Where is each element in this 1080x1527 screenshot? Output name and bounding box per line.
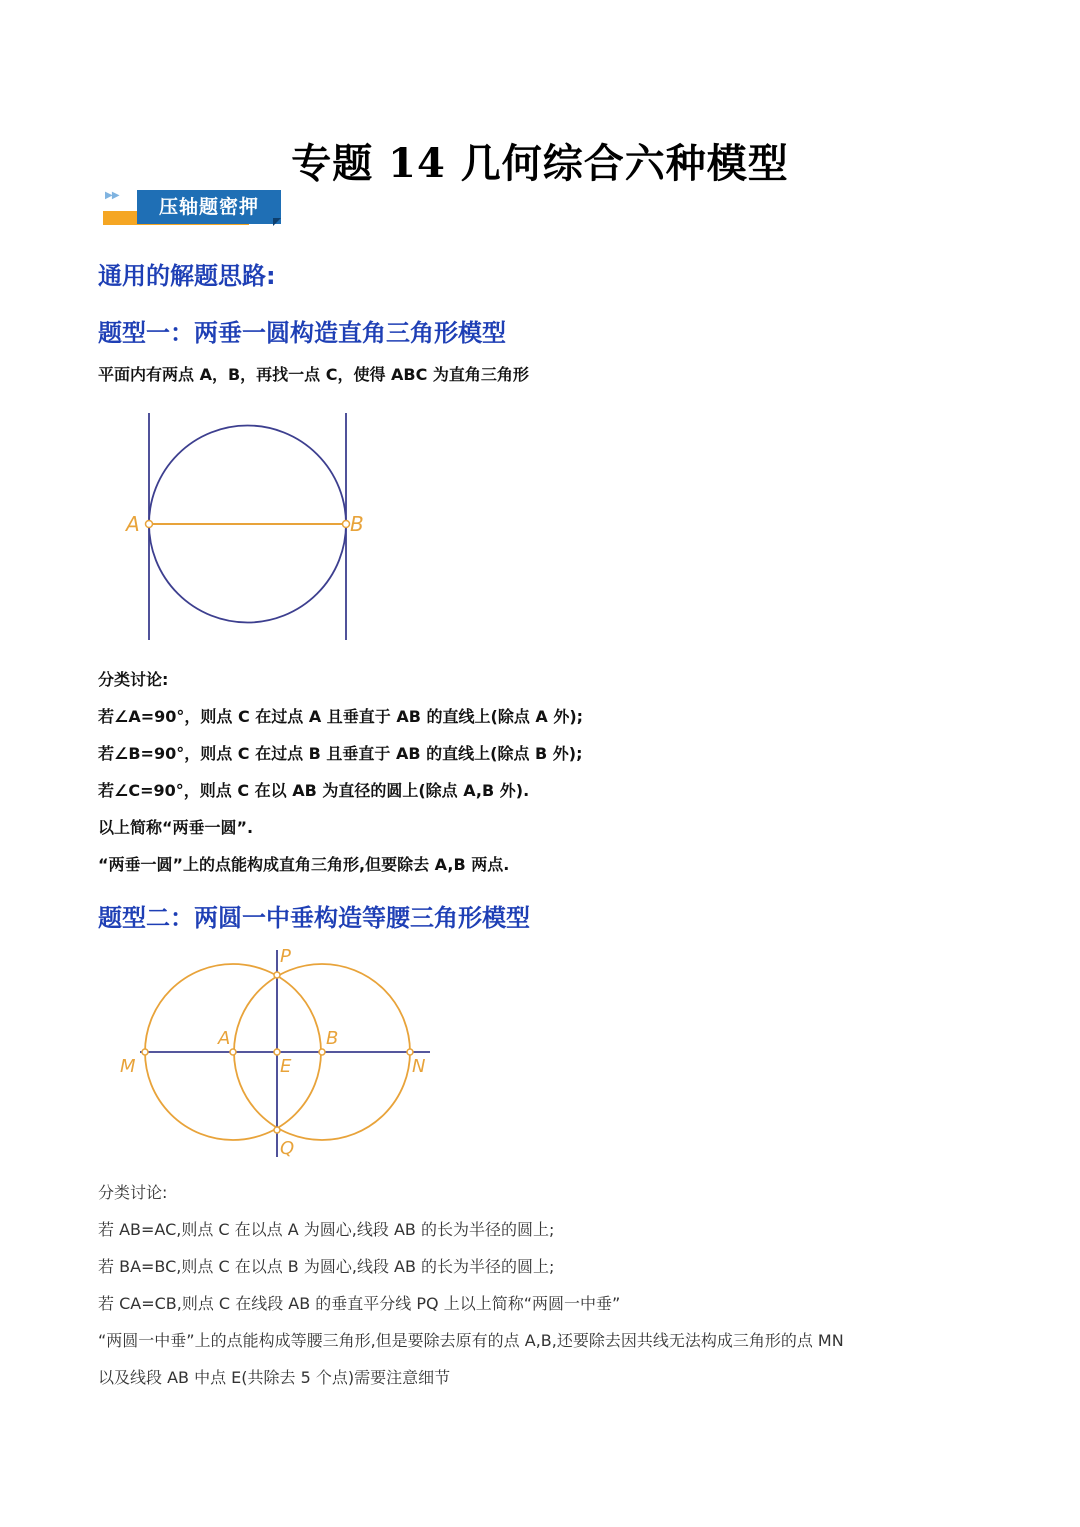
- section2-line-5: 以及线段 AB 中点 E(共除去 5 个点)需要注意细节: [98, 1368, 451, 1387]
- banner-fold-corner: [273, 218, 281, 226]
- point-b: [343, 521, 350, 528]
- main-heading: 通用的解题思路:: [98, 262, 276, 290]
- section1-intro: 平面内有两点 A，B，再找一点 C，使得 ABC 为直角三角形: [98, 365, 529, 384]
- section2-line-3: 若 CA=CB,则点 C 在线段 AB 的垂直平分线 PQ 上以上简称“两圆一中垂”: [98, 1294, 621, 1313]
- banner-label: 压轴题密押: [137, 190, 281, 224]
- label-e: E: [280, 1056, 292, 1077]
- two-perpendiculars-one-circle-figure: [118, 408, 388, 646]
- section1-line-3: 若∠C=90°，则点 C 在以 AB 为直径的圆上(除点 A,B 外).: [98, 781, 530, 800]
- section-banner: [103, 188, 281, 238]
- label-q: Q: [280, 1138, 295, 1159]
- double-arrow-icon: ▶ ▶: [105, 190, 118, 201]
- section1-heading: 题型一：两垂一圆构造直角三角形模型: [98, 319, 506, 347]
- point-q: [274, 1127, 280, 1133]
- point-m: [142, 1049, 148, 1055]
- label-a: A: [126, 512, 140, 536]
- section1-line-1: 若∠A=90°，则点 C 在过点 A 且垂直于 AB 的直线上(除点 A 外);: [98, 707, 584, 726]
- point-a: [146, 521, 153, 528]
- label-m: M: [120, 1056, 136, 1077]
- point-b: [319, 1049, 325, 1055]
- section1-line-4: 以上简称“两垂一圆”.: [98, 818, 254, 837]
- label-b: B: [350, 512, 364, 536]
- point-p: [274, 972, 280, 978]
- section2-line-2: 若 BA=BC,则点 C 在以点 B 为圆心,线段 AB 的长为半径的圆上;: [98, 1257, 555, 1276]
- section2-line-4: “两圆一中垂”上的点能构成等腰三角形,但是要除去原有的点 A,B,还要除去因共线无法构成三角形的点 MN: [98, 1331, 844, 1350]
- section2-heading: 题型二：两圆一中垂构造等腰三角形模型: [98, 904, 530, 932]
- label-n: N: [412, 1056, 426, 1077]
- label-a: A: [218, 1028, 231, 1049]
- label-b: B: [326, 1028, 339, 1049]
- section1-line-2: 若∠B=90°，则点 C 在过点 B 且垂直于 AB 的直线上(除点 B 外);: [98, 744, 583, 763]
- section2-line-1: 若 AB=AC,则点 C 在以点 A 为圆心,线段 AB 的长为半径的圆上;: [98, 1220, 555, 1239]
- point-e: [274, 1049, 280, 1055]
- point-n: [407, 1049, 413, 1055]
- point-a: [230, 1049, 236, 1055]
- label-p: P: [280, 946, 291, 967]
- section1-line-5: “两垂一圆”上的点能构成直角三角形,但要除去 A,B 两点.: [98, 855, 510, 874]
- page-title: 专题 14 几何综合六种模型: [291, 140, 789, 187]
- section2-discussion-label: 分类讨论:: [98, 1183, 168, 1202]
- section1-discussion-label: 分类讨论:: [98, 670, 169, 689]
- two-circles-one-bisector-figure: [100, 942, 440, 1162]
